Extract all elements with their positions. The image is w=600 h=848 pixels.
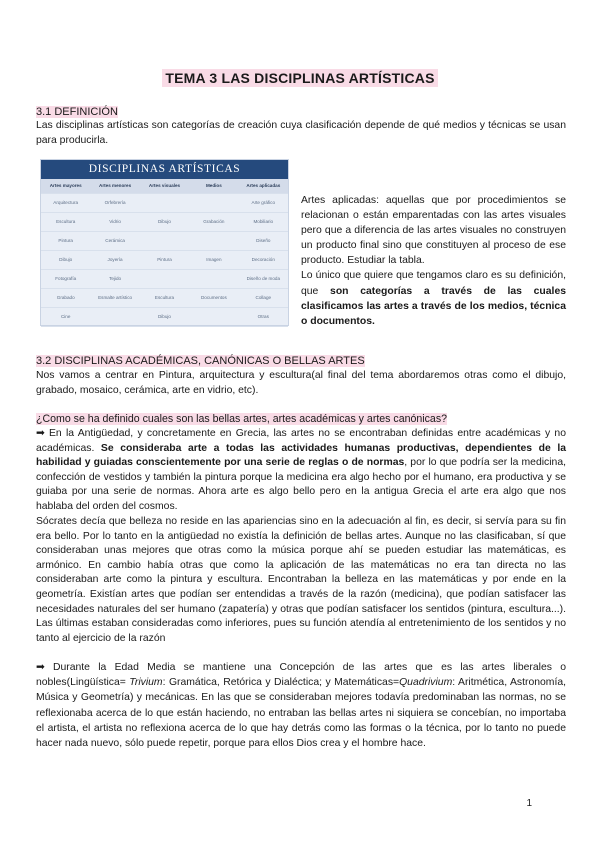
section2-intro: Nos vamos a centrar en Pintura, arquitectura y escultura(al final del tema abordaremos otras como el dibujo, grabado, mosaico, cerámica, arte en vidrio, etc). [36, 370, 566, 396]
table-header-cell: Artes mayores [41, 179, 90, 194]
table-header-cell: Medios [189, 179, 238, 194]
table-cell: Escultura [41, 213, 90, 232]
table-cell [140, 232, 189, 251]
table-cell: Decoración [239, 251, 288, 270]
table-cell: Cerámica [90, 232, 139, 251]
table-cell: Collage [239, 289, 288, 308]
table-cell: Vidrio [90, 213, 139, 232]
table-cell [140, 270, 189, 289]
table-cell: Dibujo [140, 213, 189, 232]
question-line: ¿Como se ha definido cuales son las bellas artes, artes académicas y artes canónicas? [36, 413, 448, 425]
table-cell [140, 194, 189, 213]
table-cell: Esmalte artístico [90, 289, 139, 308]
table-cell: Diseño [239, 232, 288, 251]
table-header-cell: Artes aplicadas [239, 179, 288, 194]
table-cell [189, 270, 238, 289]
page-title: TEMA 3 LAS DISCIPLINAS ARTÍSTICAS [0, 70, 600, 86]
table-cell: Grabación [189, 213, 238, 232]
table-header-cell: Artes menores [90, 179, 139, 194]
table-cell: Arte gráfico [239, 194, 288, 213]
table-cell: Tejido [90, 270, 139, 289]
section-heading-academicas: 3.2 DISCIPLINAS ACADÉMICAS, CANÓNICAS O BELLAS ARTES [36, 355, 365, 367]
disciplines-table-image [40, 159, 289, 326]
socrates-paragraph: Sócrates decía que belleza no reside en las apariencias sino en la adecuación al fin, es decir, si servía para su fin era bello. Por lo tanto en la antigüedad no existía la definición de bellas artes. Aunque no las clasificaban, sí que consideraban unas mejores que otras como la música porque ahí se pueden estudiar las matemáticas, es armónico. En cambio había otras que como la aplicación de las matemáticas no era tan directa no las consideraban arte como la pintura y escultura. Encontraban la belleza en las matemáticas y por ende en la geometría. Existían artes que podían ser entendidas a través de la razón (medicina), que podían satisfacer las necesidades naturales del ser humano (zapatería) y otras que podían satisfacer los sentidos (pintura, escultura...). Las últimas estaban consideradas como inferiores, pues su función atendía al entretenimiento de los sentidos y no tanto al ejercicio de la razón [36, 516, 566, 644]
table-cell: Joyería [90, 251, 139, 270]
table-cell: Imagen [189, 251, 238, 270]
aside-applied-arts: Artes aplicadas: aquellas que por procedimientos se relacionan o están emparentadas con las artes visuales pero que a diferencia de las artes visuales no construyen un producto final sino que constituyen al proceso de ese producto. Estudiar la tabla. Lo único que quiere que tengamos claro es su definición, que son categorías a través de las cuales clasificamos las artes a través de los medios, técnica o documentos. [301, 193, 566, 329]
table-cell: Cine [41, 308, 90, 327]
middle-ages-paragraph: ➡ Durante la Edad Media se mantiene una Concepción de las artes que es las artes liberales o nobles(Lingüística= Trivium: Gramática, Retórica y Dialéctica; y Matemáticas=Quadrivium: Aritmética, Astronomía, Música y Geometría) y mecánicas. En las que se consideraban mejores todavía predominaban las normas, no se reflexionaba acerca de lo que están haciendo, no entraban las bellas artes ni siquiera se concebían, no importaba el artista, el artista no reflexiona acerca de lo que hay detrás como las formas o la técnica, por lo tanto no puede hacer nada nuevo, sólo puede repetir, porque para ellos Dios crea y el hombre hace. [36, 662, 567, 750]
table-cell: Diseño de moda [239, 270, 288, 289]
table-cell: Pintura [140, 251, 189, 270]
table-header-cell: Artes visuales [140, 179, 189, 194]
table-cell: Pintura [41, 232, 90, 251]
table-cell [189, 194, 238, 213]
table-cell: Escultura [140, 289, 189, 308]
table-title: DISCIPLINAS ARTÍSTICAS [41, 160, 288, 179]
table-cell: Orfebrería [90, 194, 139, 213]
aside-definition: Lo único que quiere que tengamos claro es su definición, que son categorías a través de las cuales clasificamos las artes a través de los medios, técnica o documentos. [301, 270, 566, 327]
table-grid [41, 179, 288, 327]
table-cell: Mobiliario [239, 213, 288, 232]
table-cell: Arquitectura [41, 194, 90, 213]
page-number: 1 [526, 798, 532, 809]
table-cell: Grabado [41, 289, 90, 308]
table-cell: Dibujo [41, 251, 90, 270]
definition-paragraph: Las disciplinas artísticas son categorías de creación cuya clasificación depende de qué medios y técnicas se usan para producirla. [36, 120, 566, 146]
table-cell [189, 308, 238, 327]
table-cell: Dibujo [140, 308, 189, 327]
table-cell: Fotografía [41, 270, 90, 289]
section-heading-definicion: 3.1 DEFINICIÓN [36, 106, 118, 118]
table-cell: Documentos [189, 289, 238, 308]
table-cell [189, 232, 238, 251]
table-cell: Otras [239, 308, 288, 327]
table-cell [90, 308, 139, 327]
antiquity-paragraph: ➡ En la Antigüedad, y concretamente en Grecia, las artes no se encontraban definidas entre académicas y no académicas. Se consideraba arte a todas las actividades humanas productivas, dependientes de la habilidad y guiadas conscientemente por una serie de reglas o de normas, por lo que podría ser la medicina, confección de vestidos y también la pintura porque la medicina era algo hecho por el humano, era productiva y se guiaba por una serie de normas. Ahora arte es algo bello pero en la antigua Grecia el arte era algo que nos hablaba del orden del cosmos. [36, 428, 566, 512]
